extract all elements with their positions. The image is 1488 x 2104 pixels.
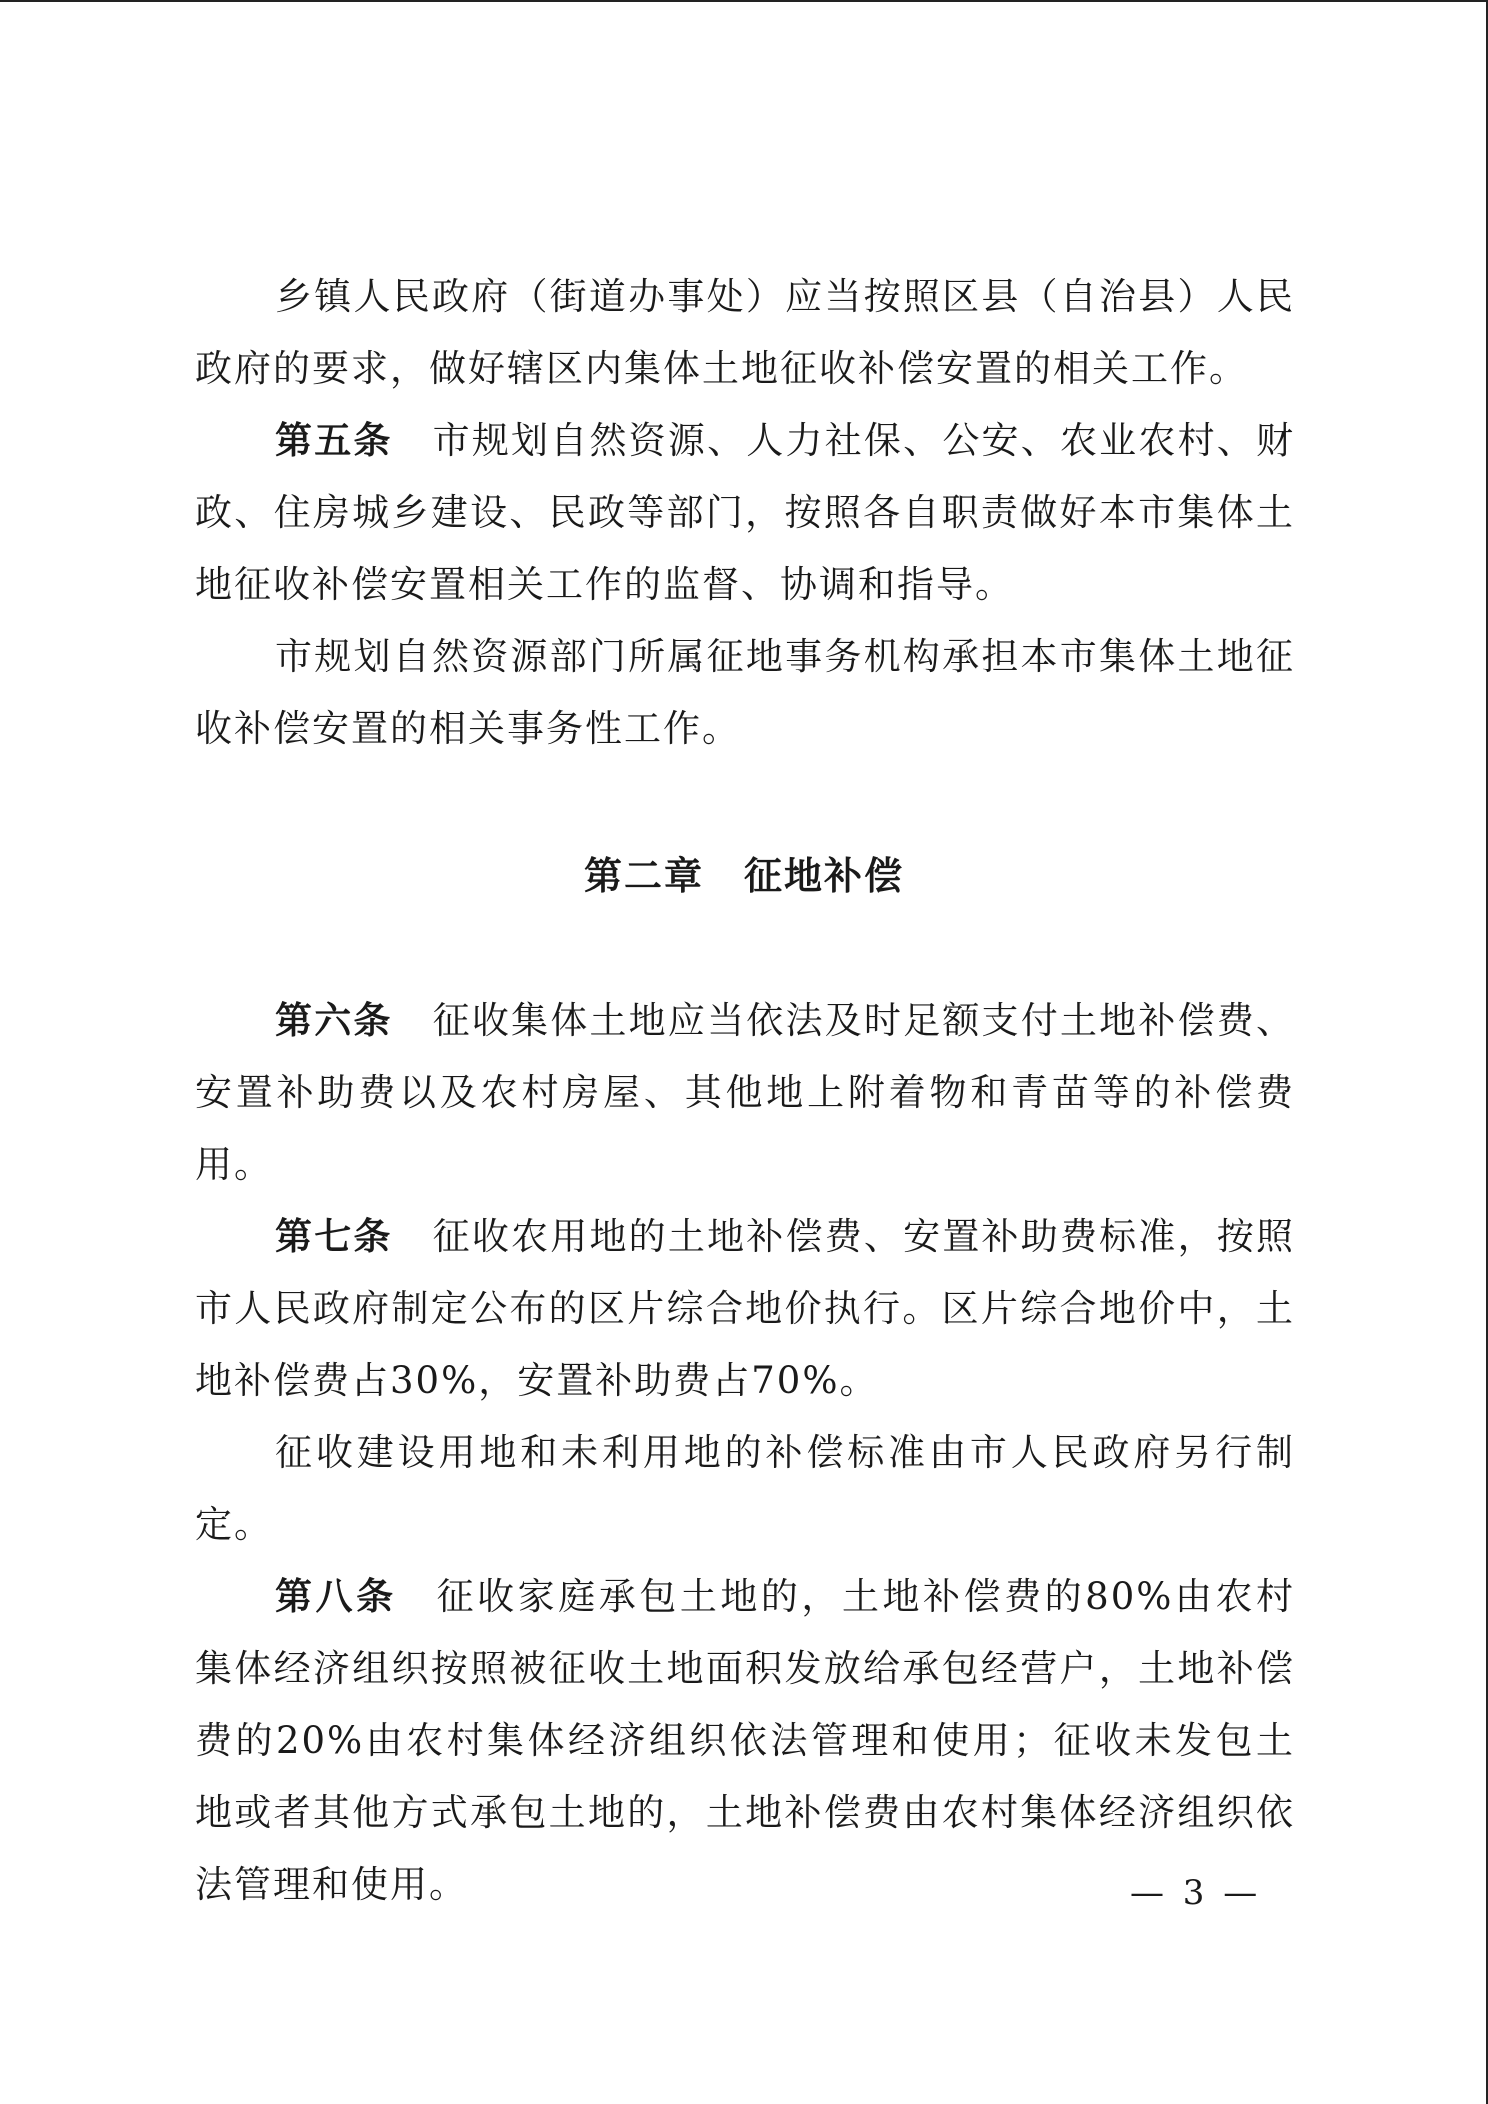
article-7-label: 第七条: [275, 1215, 393, 1258]
article-7-text: 征收农用地的土地补偿费、安置补助费标准，按照市人民政府制定公布的区片综合地价执行。区片综合地价中，土地补偿费占30%，安置补助费占70%。: [195, 1215, 1295, 1402]
article-6-text: 征收集体土地应当依法及时足额支付土地补偿费、安置补助费以及农村房屋、其他地上附着物和青苗等的补偿费用。: [195, 999, 1295, 1186]
article-5-label: 第五条: [275, 419, 393, 462]
section-bottom: [195, 985, 1295, 1921]
article-8-paragraph: [195, 1561, 1295, 1921]
article-5-text: 市规划自然资源、人力社保、公安、农业农村、财政、住房城乡建设、民政等部门，按照各自职责做好本市集体土地征收补偿安置相关工作的监督、协调和指导。: [195, 419, 1295, 606]
page-top-border: [0, 0, 1488, 2]
article-8-label: 第八条: [275, 1575, 397, 1618]
article-5-text-2: 市规划自然资源部门所属征地事务机构承担本市集体土地征收补偿安置的相关事务性工作。: [195, 635, 1295, 750]
section-top: [195, 261, 1295, 765]
page-number: — 3 —: [1130, 1873, 1262, 1913]
article-6-label: 第六条: [275, 999, 393, 1042]
intro-text: 乡镇人民政府（街道办事处）应当按照区县（自治县）人民政府的要求，做好辖区内集体土地征收补偿安置的相关工作。: [195, 275, 1295, 390]
article-5-paragraph: [195, 405, 1295, 621]
article-7-paragraph: [195, 1201, 1295, 1417]
article-8-text: 征收家庭承包土地的，土地补偿费的80%由农村集体经济组织按照被征收土地面积发放给承包经营户，土地补偿费的20%由农村集体经济组织依法管理和使用；征收未发包土地或者其他方式承包土地的，土地补偿费由农村集体经济组织依法管理和使用。: [195, 1575, 1295, 1906]
chapter-title: 第二章 征地补偿: [583, 854, 904, 898]
article-7-paragraph-2: [195, 1417, 1295, 1561]
article-5-paragraph-2: [195, 621, 1295, 765]
intro-paragraph: [195, 261, 1295, 405]
article-7-text-2: 征收建设用地和未利用地的补偿标准由市人民政府另行制定。: [195, 1431, 1295, 1546]
article-6-paragraph: [195, 985, 1295, 1201]
